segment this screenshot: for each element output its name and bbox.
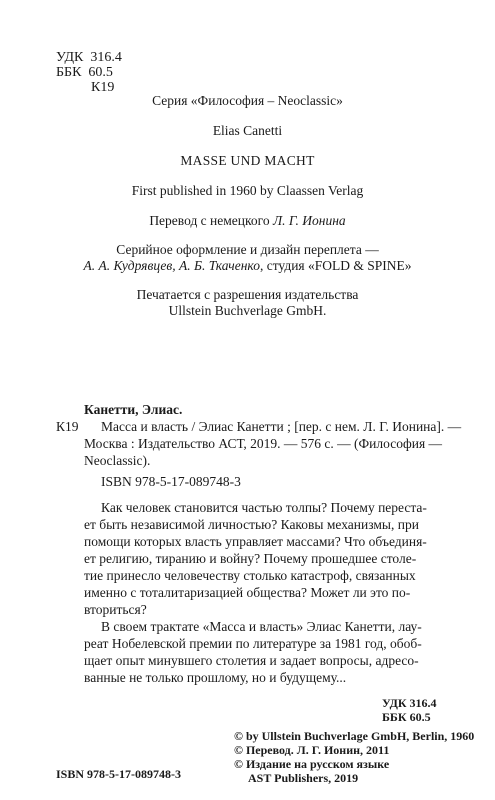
bibliographic-line-2: Москва : Издательство АСТ, 2019. — 576 с. — (Философия — — [84, 436, 443, 451]
copyright-line: © Перевод. Л. Г. Ионин, 2011 — [234, 743, 390, 757]
permission-line-1: Печатается с разрешения издательства — [136, 287, 359, 302]
udk-value: 316.4 — [90, 50, 122, 65]
bibliographic-isbn: ISBN 978-5-17-089748-3 — [101, 474, 241, 489]
annotation-line: реат Нобелевской премии по литературе за 1981 год, обоб- — [84, 636, 422, 651]
annotation-line: ванные не только прошлому, но и будущему... — [84, 670, 347, 685]
udc-bottom-udk: УДК 316.4 — [382, 696, 437, 710]
translation-prefix: Перевод с немецкого — [149, 213, 273, 228]
annotation-line: Как человек становится частью толпы? Почему переста- — [101, 500, 427, 515]
isbn-bottom: ISBN 978-5-17-089748-3 — [56, 767, 181, 781]
series-line: Серия «Философия – Neoclassic» — [152, 93, 343, 108]
annotation-line: ет быть независимой личностью? Каковы механизмы, при — [84, 517, 419, 532]
author-mark-top: К19 — [91, 80, 115, 95]
copyright-line: © by Ullstein Buchverlage GmbH, Berlin, 1960 — [234, 729, 475, 743]
annotation-line: вториться? — [84, 602, 147, 617]
first-published-line: First published in 1960 by Claassen Verlag — [131, 183, 364, 198]
design-line-2 — [0, 258, 495, 274]
translator-name: Л. Г. Ионина — [272, 213, 346, 228]
bibliographic-heading: Канетти, Элиас. — [84, 402, 183, 417]
udc-top-block — [56, 50, 122, 95]
author-original: Elias Canetti — [212, 123, 283, 138]
annotation-line: именно с тоталитаризацией общества? Может ли это по- — [84, 585, 411, 600]
title-original: MASSE UND MACHT — [180, 153, 315, 168]
bibliographic-line-1: Масса и власть / Элиас Канетти ; [пер. с нем. Л. Г. Ионина]. — — [101, 419, 462, 434]
bibliographic-line-3: Neoclassic). — [84, 453, 151, 468]
annotation-line: тие принесло человечеству столько катастроф, связанных — [84, 568, 416, 583]
annotation-line: ет религию, тиранию и войну? Почему прошедшее столе- — [84, 551, 417, 566]
bibliographic-mark: К19 — [56, 419, 79, 434]
copyright-line: AST Publishers, 2019 — [248, 771, 359, 785]
translation-line — [0, 213, 495, 229]
bbk-label: ББК — [56, 65, 82, 80]
design-studio: , студия «FOLD & SPINE» — [259, 258, 412, 273]
copyright-line: © Издание на русском языке — [234, 757, 390, 771]
annotation-line: В своем трактате «Масса и власть» Элиас Канетти, лау- — [101, 619, 422, 634]
designers-names: А. А. Кудрявцев, А. Б. Ткаченко — [83, 258, 260, 273]
annotation-line: помощи которых власть управляет массами? Что объединя- — [84, 534, 427, 549]
udc-bottom-bbk: ББК 60.5 — [382, 710, 431, 724]
bbk-value: 60.5 — [88, 65, 113, 80]
permission-line-2: Ullstein Buchverlage GmbH. — [168, 303, 327, 318]
annotation-line: щает опыт минувшего столетия и задает вопросы, адресо- — [84, 653, 419, 668]
udk-label: УДК — [56, 50, 84, 65]
design-line-1: Серийное оформление и дизайн переплета — — [116, 242, 379, 257]
